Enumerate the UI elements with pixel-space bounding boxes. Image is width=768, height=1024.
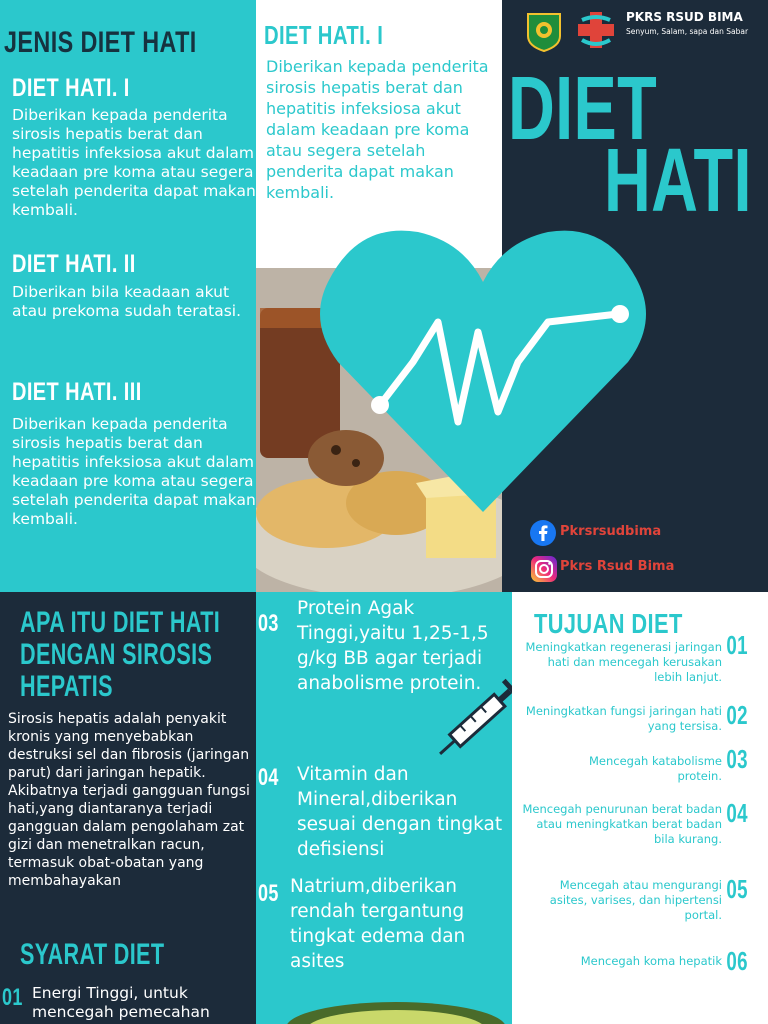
diet2-title: DIET HATI. II xyxy=(12,250,136,278)
hospital-logo-icon xyxy=(574,10,618,54)
tujuan-num-04: 04 xyxy=(726,798,748,828)
tujuan-num-05: 05 xyxy=(726,874,748,904)
facebook-handle[interactable]: Pkrsrsudbima xyxy=(560,524,662,539)
diet2-text: Diberikan bila keadaan akut atau prekoma sudah teratasi. xyxy=(12,283,242,320)
cover-title-hati: HATI xyxy=(604,131,752,231)
syarat-num-03: 03 xyxy=(258,610,279,637)
tujuan-text-03: Mencegah katabolisme protein. xyxy=(588,754,722,783)
tujuan-num-02: 02 xyxy=(726,700,748,730)
brand-tagline: Senyum, Salam, sapa dan Sabar xyxy=(626,27,749,36)
instagram-icon xyxy=(530,555,558,583)
tujuan-heading: TUJUAN DIET xyxy=(534,608,683,639)
syarat-text-03: Protein Agak Tinggi,yaitu 1,25-1,5 g/kg BB agar terjadi anabolisme protein. xyxy=(297,598,489,694)
sirosis-heading-1: APA ITU DIET HATI xyxy=(20,606,221,639)
p2-text: Diberikan kepada penderita sirosis hepatis berat dan hepatitis infeksiosa akut dalam keadaan pre koma atau segera setelah penderita dapat makan kembali. xyxy=(266,57,489,202)
heart-pulse-icon xyxy=(318,212,648,517)
sirosis-heading-3: HEPATIS xyxy=(20,670,113,703)
tujuan-text-01: Meningkatkan regenerasi jaringan hati dan mencegah kerusakan lebih lanjut. xyxy=(525,640,722,684)
syarat-heading: SYARAT DIET xyxy=(20,938,165,971)
syarat-text-01: Energi Tinggi, untuk mencegah pemecahan xyxy=(32,984,210,1021)
instagram-handle[interactable]: Pkrs Rsud Bima xyxy=(560,559,675,574)
panel-syarat xyxy=(256,592,512,1024)
syarat-text-05: Natrium,diberikan rendah tergantung tingkat edema dan asites xyxy=(290,876,466,972)
syarat-text-04: Vitamin dan Mineral,diberikan sesuai dengan tingkat defisiensi xyxy=(297,764,503,860)
panel-sirosis xyxy=(0,592,256,1024)
syarat-num-04: 04 xyxy=(258,764,279,791)
syarat-num-05: 05 xyxy=(258,880,279,907)
tujuan-text-05: Mencegah atau mengurangi asites, varises, dan hipertensi portal. xyxy=(549,878,722,922)
diet3-title: DIET HATI. III xyxy=(12,378,142,406)
diet3-text: Diberikan kepada penderita sirosis hepatis berat dan hepatitis infeksiosa akut dalam keadaan pre koma atau segera setelah penderita dapat makan kembali. xyxy=(12,415,256,528)
tujuan-text-02: Meningkatkan fungsi jaringan hati yang tersisa. xyxy=(525,704,722,733)
sirosis-text: Sirosis hepatis adalah penyakit kronis yang menyebabkan destruksi sel dan fibrosis (jaringan parut) dari jaringan hepatik. Akibatnya terjadi gangguan fungsi hati,yang diantaranya terjadi gangguan dalam pengolaham zat gizi dan menetralkan racun, termasuk obat-obatan yang membahayakan xyxy=(8,711,250,889)
panel-tujuan xyxy=(512,592,768,1024)
tujuan-num-03: 03 xyxy=(726,744,748,774)
diet1-title: DIET HATI. I xyxy=(12,74,130,102)
tujuan-num-06: 06 xyxy=(726,946,748,976)
diet1-text: Diberikan kepada penderita sirosis hepatis berat dan hepatitis infeksiosa akut dalam keadaan pre koma atau segera setelah penderita dapat makan kembali. xyxy=(12,106,256,219)
tujuan-text-06: Mencegah koma hepatik xyxy=(580,954,722,968)
sirosis-heading-2: DENGAN SIROSIS xyxy=(20,638,213,671)
government-emblem-icon xyxy=(524,12,564,52)
tujuan-text-04: Mencegah penurunan berat badan atau meningkatkan berat badan bila kurang. xyxy=(522,802,722,846)
panel-jenis-diet xyxy=(0,0,256,592)
facebook-icon xyxy=(530,520,556,546)
p2-heading: DIET HATI. I xyxy=(264,20,384,50)
tujuan-num-01: 01 xyxy=(726,630,748,660)
syarat-num-01: 01 xyxy=(2,984,23,1011)
avocado-icon xyxy=(286,1000,506,1024)
cover-title-diet: DIET xyxy=(508,59,658,159)
brand-name: PKRS RSUD BIMA xyxy=(626,10,743,24)
jenis-heading: JENIS DIET HATI xyxy=(4,26,197,59)
